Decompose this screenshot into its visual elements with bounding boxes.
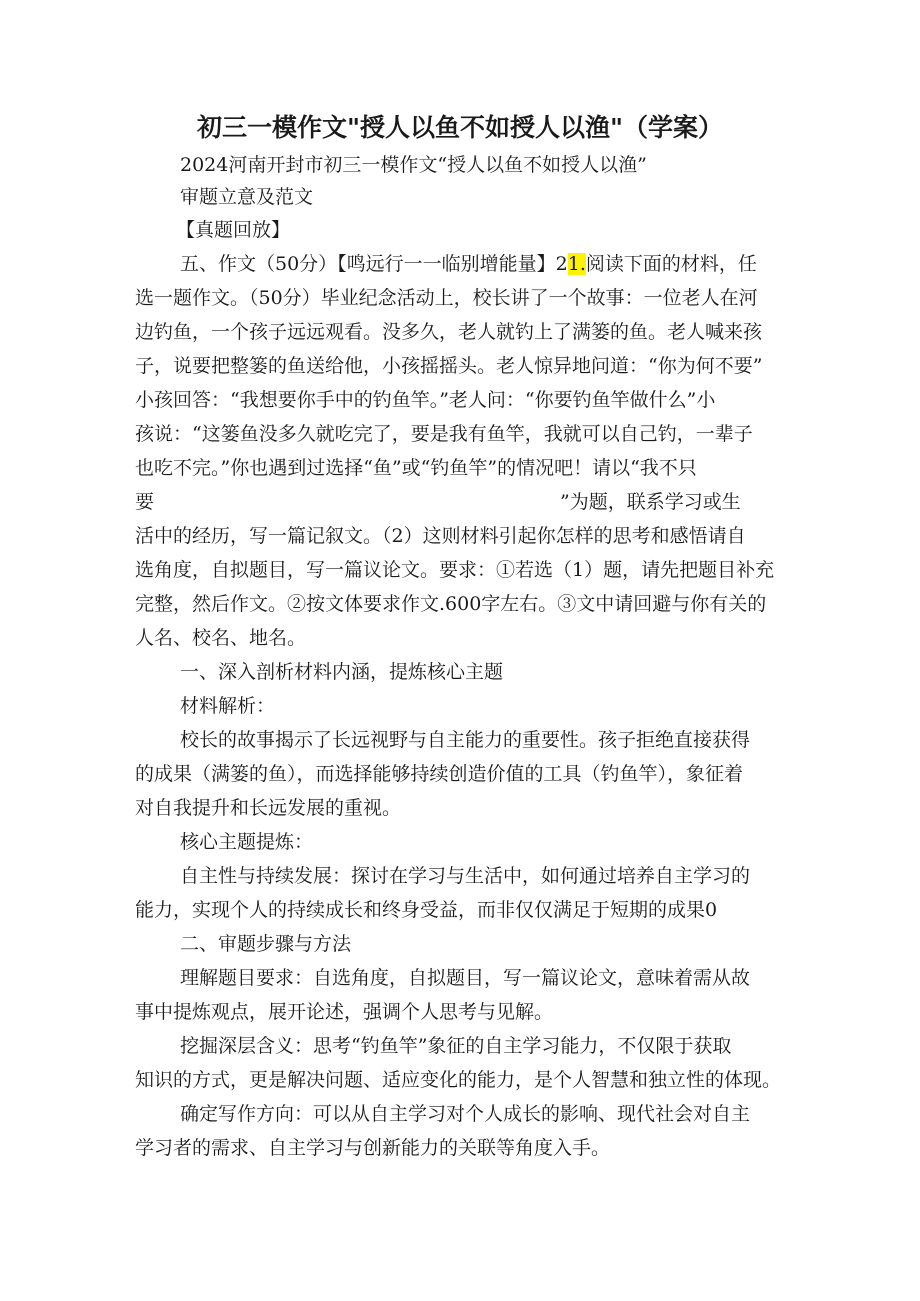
- question-intro: 阅读下面的材料，任: [585, 253, 757, 275]
- paragraph-line: 完整，然后作文。②按文体要求作文.600字左右。③文中请回避与你有关的: [135, 593, 767, 615]
- subtitle-line-1: 2024河南开封市初三一模作文“授人以鱼不如授人以渔”: [180, 154, 647, 176]
- paragraph-line: 选一题作文。（50分）毕业纪念活动上，校长讲了一个故事：一位老人在河: [135, 287, 758, 309]
- paragraph-line: 挖掘深层含义：思考“钓鱼竿”象征的自主学习能力，不仅限于获取: [180, 1035, 732, 1057]
- subheading-material-analysis: 材料解析：: [180, 695, 276, 717]
- paragraph-line: 选角度，自拟题目，写一篇议论文。要求：①若选（1）题，请先把题目补充: [135, 559, 775, 581]
- paragraph-line: 边钓鱼，一个孩子远远观看。没多久，老人就钓上了满篓的鱼。老人喊来孩: [135, 321, 763, 343]
- section-heading-1: 一、深入剖析材料内涵，提炼核心主题: [180, 661, 504, 683]
- subheading-core-theme: 核心主题提炼：: [180, 831, 314, 853]
- paragraph-line: 能力，实现个人的持续成长和终身受益，而非仅仅满足于短期的成果0: [135, 899, 718, 921]
- paragraph-line: 知识的方式，更是解决问题、适应变化的能力，是个人智慧和独立性的体现。: [135, 1069, 782, 1091]
- paragraph-line: 学习者的需求、自主学习与创新能力的关联等角度入手。: [135, 1137, 611, 1159]
- subtitle-line-2: 审题立意及范文: [180, 186, 314, 208]
- section-heading-review: 【真题回放】: [176, 219, 291, 241]
- paragraph-line: 人名、校名、地名。: [135, 627, 307, 649]
- paragraph-line: ”为题，联系学习或生: [560, 491, 741, 513]
- paragraph-line: 自主性与持续发展：探讨在学习与生活中，如何通过培养自主学习的: [180, 865, 751, 887]
- paragraph-line: 确定写作方向：可以从自主学习对个人成长的影响、现代社会对自主: [180, 1103, 751, 1125]
- question-heading: 五、作文（50分）【鸣远行一一临别增能量】2: [180, 253, 568, 275]
- paragraph-line: 活中的经历，写一篇记叙文。（2）这则材料引起你怎样的思考和感悟请自: [135, 525, 746, 547]
- paragraph-line: 要: [135, 491, 155, 513]
- paragraph-line: 子，说要把整篓的鱼送给他，小孩摇摇头。老人惊异地问道：“你为何不要”: [135, 355, 763, 377]
- document-title: 初三一模作文"授人以鱼不如授人以渔"（学案）: [196, 113, 724, 142]
- paragraph-line: 小孩回答：“我想要你手中的钓鱼竿。”老人问：“你要钓鱼竿做什么”小: [135, 389, 716, 411]
- highlighted-question-number: 1.: [567, 253, 586, 275]
- paragraph-line: 孩说：“这篓鱼没多久就吃完了，要是我有鱼竿，我就可以自己钓，一辈子: [135, 423, 753, 445]
- paragraph-line: 校长的故事揭示了长远视野与自主能力的重要性。孩子拒绝直接获得: [180, 729, 751, 751]
- paragraph-line: 也吃不完。”你也遇到过选择“鱼”或“钓鱼竿”的情况吧！请以“我不只: [135, 457, 697, 479]
- paragraph-line: 事中提炼观点，展开论述，强调个人思考与见解。: [135, 1001, 554, 1023]
- paragraph-line: 对自我提升和长远发展的重视。: [135, 797, 402, 819]
- section-heading-2: 二、审题步骤与方法: [180, 933, 352, 955]
- paragraph-line: [180, 249, 757, 279]
- paragraph-line: 理解题目要求：自选角度，自拟题目，写一篇议论文，意味着需从故: [180, 967, 751, 989]
- paragraph-line: 的成果（满篓的鱼），而选择能够持续创造价值的工具（钓鱼竿），象征着: [135, 763, 744, 785]
